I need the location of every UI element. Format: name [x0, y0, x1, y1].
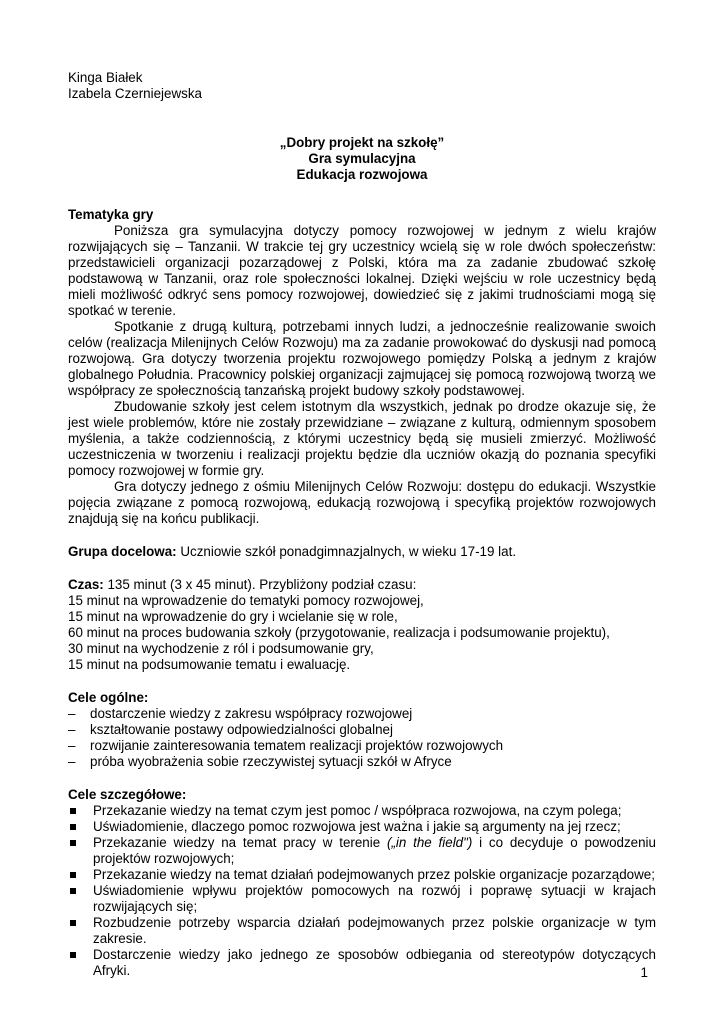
- list-item: – próba wyobrażenia sobie rzeczywistej sytuacji szkół w Afryce: [68, 754, 452, 769]
- list-item: Uświadomienie, dlaczego pomoc rozwojowa jest ważna i jakie są argumenty na jej rzecz;: [68, 819, 656, 835]
- square-bullet-icon: [70, 840, 76, 846]
- section-grupa: [68, 544, 656, 560]
- square-bullet-icon: [70, 872, 76, 878]
- document-subtitle-2: Edukacja rozwojowa: [296, 167, 428, 182]
- paragraph: Spotkanie z drugą kulturą, potrzebami innych ludzi, a jednocześnie realizowanie swoich celów (realizacja Milenijnych Celów Rozwoju) ma za zadanie prowokować do dyskusji nad pomocą rozwojową. Gra dotyczy tworzenia projektu rozwojowego pomiędzy Polską a jednym z krajów globalnego Południa. Pracownicy polskiej organizacji zajmującej się pomocą rozwojową tworzą we współpracy ze społecznością tanzańską projekt budowy szkoły podstawowej.: [68, 319, 656, 398]
- czas-line: 15 minut na podsumowanie tematu i ewaluację.: [68, 657, 351, 672]
- author-2: Izabela Czerniejewska: [68, 86, 202, 101]
- square-bullet-icon: [70, 824, 76, 830]
- czas-line: 60 minut na proces budowania szkoły (przygotowanie, realizacja i podsumowanie projektu),: [68, 625, 610, 640]
- czas-label: Czas:: [68, 577, 104, 592]
- czas-line: 15 minut na wprowadzenie do gry i wcielanie się w role,: [68, 609, 398, 624]
- section-tematyka: [68, 207, 656, 527]
- section-heading-cele-szczegolowe: Cele szczegółowe:: [68, 787, 187, 802]
- czas-line: 15 minut na wprowadzenie do tematyki pomocy rozwojowej,: [68, 593, 424, 608]
- grupa-label: Grupa docelowa:: [68, 544, 177, 559]
- square-bullet-icon: [70, 920, 76, 926]
- document-content: [68, 70, 656, 979]
- dash-marker: –: [68, 738, 76, 753]
- list-item: – kształtowanie postawy odpowiedzialności globalnej: [68, 722, 393, 737]
- list-item: Rozbudzenie potrzeby wsparcia działań podejmowanych przez polskie organizacje w tym zakresie.: [68, 915, 656, 947]
- list-item: – rozwijanie zainteresowania tematem realizacji projektów rozwojowych: [68, 738, 504, 753]
- square-bullet-icon: [70, 808, 76, 814]
- section-heading-cele-ogolne: Cele ogólne:: [68, 690, 149, 705]
- document-subtitle: Gra symulacyjna: [308, 151, 416, 166]
- authors-block: [68, 70, 656, 102]
- czas-line: 30 minut na wychodzenie z ról i podsumowanie gry,: [68, 641, 374, 656]
- paragraph: Poniższa gra symulacyjna dotyczy pomocy rozwojowej w jednym z wielu krajów rozwijających się – Tanzanii. W trakcie tej gry uczestnicy wcielą się w role dwóch społeczeństw: przedstawicieli organizacji pozarządowej z Polski, która ma za zadanie zbudować szkołę podstawową w Tanzanii, oraz role społeczności lokalnej. Dzięki wejściu w role uczestnicy będą mieli możliwość odkryć sens pomocy rozwojowej, dowiedzieć się z jakimi trudnościami mogą się spotkać w terenie.: [68, 223, 656, 318]
- paragraph: Gra dotyczy jednego z ośmiu Milenijnych Celów Rozwoju: dostępu do edukacji. Wszystkie pojęcia związane z pomocą rozwojową, edukacją rozwojową i specyfiką projektów rozwojowych znajdują się na końcu publikacji.: [68, 479, 656, 526]
- list-item: – dostarczenie wiedzy z zakresu współpracy rozwojowej: [68, 706, 413, 721]
- dash-marker: –: [68, 754, 76, 769]
- czas-text: 135 minut (3 x 45 minut). Przybliżony podział czasu:: [103, 577, 417, 592]
- grupa-text: Uczniowie szkół ponadgimnazjalnych, w wieku 17-19 lat.: [176, 544, 517, 559]
- list-item: Przekazanie wiedzy na temat działań podejmowanych przez polskie organizacje pozarządowe;: [68, 867, 656, 883]
- square-bullet-icon: [70, 888, 76, 894]
- czas-breakdown: [68, 593, 656, 673]
- section-czas: [68, 577, 656, 673]
- section-heading-tematyka: Tematyka gry: [68, 207, 154, 222]
- document-title: „Dobry projekt na szkołę”: [279, 135, 445, 150]
- section-cele-szczegolowe: [68, 787, 656, 979]
- list-item: Przekazanie wiedzy na temat pracy w terenie („in the field") i co decyduje o powodzeniu projektów rozwojowych;: [68, 835, 656, 867]
- emphasis-in-the-field: („in the field"): [386, 835, 473, 850]
- square-bullet-icon: [70, 952, 76, 958]
- list-item: Przekazanie wiedzy na temat czym jest pomoc / współpraca rozwojowa, na czym polega;: [68, 803, 656, 819]
- dash-marker: –: [68, 706, 76, 721]
- list-item: Uświadomienie wpływu projektów pomocowych na rozwój i poprawę sytuacji w krajach rozwijających się;: [68, 883, 656, 915]
- section-cele-ogolne: [68, 690, 656, 770]
- page-number: 1: [640, 965, 648, 980]
- paragraph: Zbudowanie szkoły jest celem istotnym dla wszystkich, jednak po drodze okazuje się, że jest wiele problemów, które nie zostały przewidziane – związane z kulturą, odmiennym sposobem myślenia, a także codziennością, z którymi uczestnicy będą się musieli zmierzyć. Możliwość uczestniczenia w tworzeniu i realizacji projektu będzie dla uczniów okazją do poznania specyfiki pomocy rozwojowej w formie gry.: [68, 399, 656, 478]
- title-block: [68, 135, 656, 183]
- dash-marker: –: [68, 722, 76, 737]
- list-item: Dostarczenie wiedzy jako jednego ze sposobów odbiegania od stereotypów dotyczących Afryki.: [68, 947, 656, 979]
- cele-szczegolowe-list: [68, 803, 656, 979]
- author-1: Kinga Białek: [68, 70, 143, 85]
- cele-ogolne-list: [68, 706, 656, 770]
